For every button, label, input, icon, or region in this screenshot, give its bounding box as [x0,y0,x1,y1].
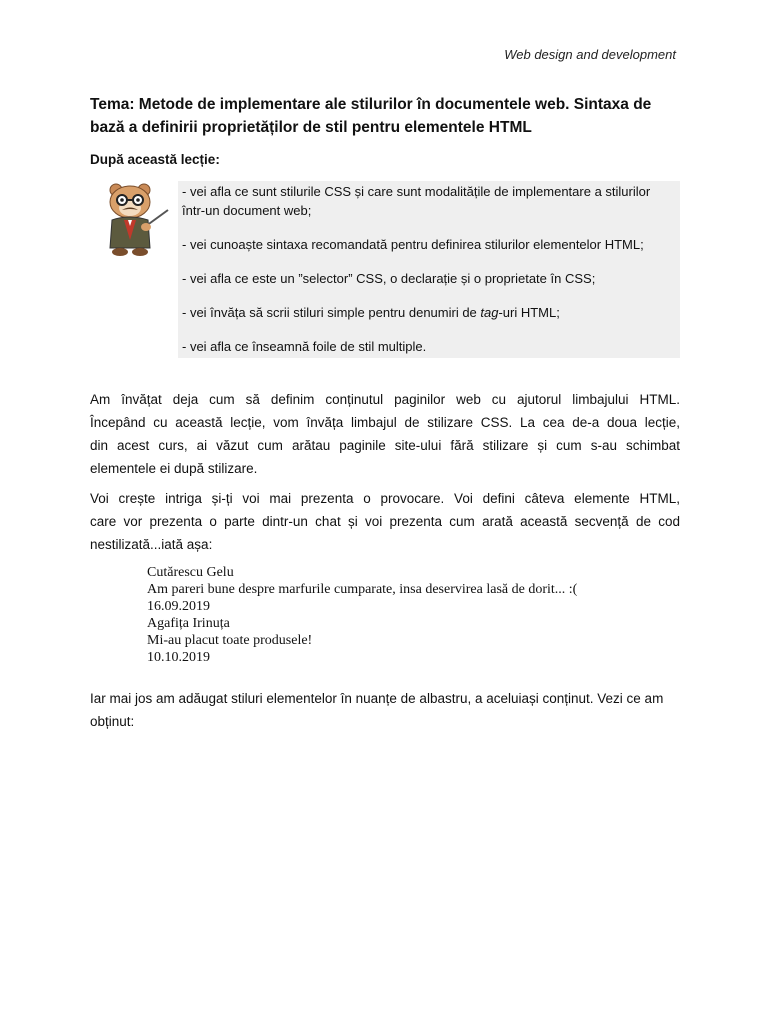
styled-intro-paragraph: Iar mai jos am adăugat stiluri elementelor în nuanțe de albastru, a aceluiași conținut. Vezi ce am obținut: [90,691,664,729]
chat-author: Cutărescu Gelu [147,565,234,580]
lesson-title: Tema: Metode de implementare ale stilurilor în documentele web. Sintaxa de bază a definirii proprietăților de stil pentru elementele HTML [90,96,652,136]
objective-item: - vei afla ce sunt stilurile CSS și care sunt modalitățile de implementare a stilurilor într-un document web; [182,184,651,218]
chat-message: Am pareri bune despre marfurile cumparate, insa deservirea lasă de dorit... :( [147,582,578,597]
objective-item: - vei afla ce este un ”selector” CSS, o declarație și o proprietate în CSS; [182,271,596,286]
objectives-box [178,181,680,358]
hamster-teacher-icon [98,180,170,260]
chat-date: 10.10.2019 [147,650,210,665]
challenge-paragraph: Voi crește intriga și-ți voi mai prezenta o provocare. Voi defini câteva elemente HTML, care vor prezenta o parte dintr-un chat și voi prezenta cum arată această secvență de cod nestilizată...iată așa: [90,491,680,552]
unstyled-chat-sample [147,564,577,666]
after-lesson-label: După această lecție: [90,152,220,167]
objective-item: - vei învăța să scrii stiluri simple pentru denumiri de tag-uri HTML; [182,305,560,320]
chat-author: Agafița Irinuța [147,616,230,631]
course-header: Web design and development [504,47,676,62]
chat-date: 16.09.2019 [147,599,210,614]
objective-item: - vei afla ce înseamnă foile de stil multiple. [182,339,427,354]
intro-paragraph: Am învățat deja cum să definim conținutul paginilor web cu ajutorul limbajului HTML. Începând cu această lecție, vom învăța limbajul de stilizare CSS. La cea de-a doua lecție, din acest curs, ai văzut cum arătau paginile site-ului fără stilizare și cum s-au schimbat elementele ei după stilizare. [90,392,680,476]
chat-message: Mi-au placut toate produsele! [147,633,313,648]
objective-item: - vei cunoaște sintaxa recomandată pentru definirea stilurilor elementelor HTML; [182,237,644,252]
